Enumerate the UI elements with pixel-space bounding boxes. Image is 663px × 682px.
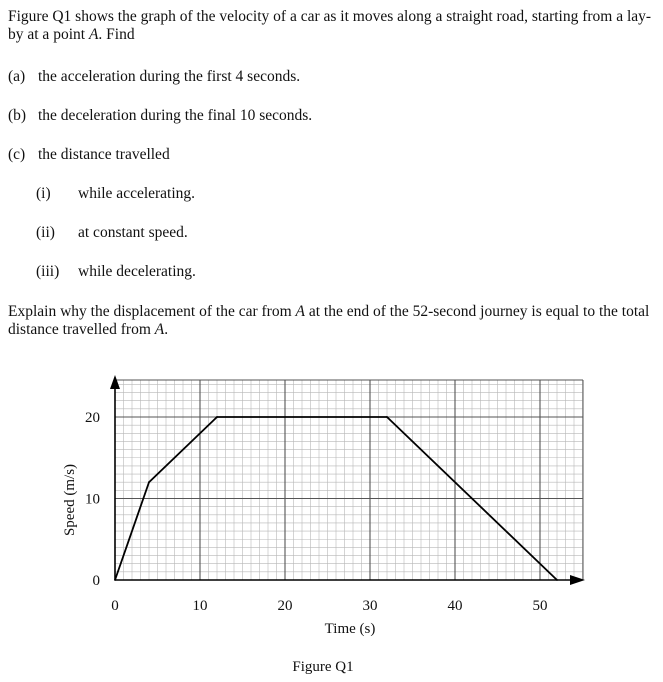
y-tick-label: 10 [85,491,100,508]
question-a [8,68,300,86]
series-point [216,416,218,418]
question-label: (b) [8,107,27,124]
explain-text-2: at the end of the 52-second journey is equal to the total distance travelled from [8,303,650,338]
subquestion-ii [36,224,188,242]
explain-text-3: . [164,321,169,338]
question-text: the deceleration during the final 10 seconds. [38,107,313,124]
x-tick-label: 50 [532,598,548,614]
figure-caption: Figure Q1 [292,659,354,675]
x-tick-label: 0 [111,598,119,614]
y-axis-arrow [110,375,120,389]
subquestion-label: (iii) [36,263,60,280]
y-tick-label: 0 [92,573,100,589]
x-tick-label: 20 [277,598,293,614]
subquestion-label: (ii) [36,224,55,241]
explain-point-a-1: A [295,303,305,320]
x-tick-labels [111,598,547,614]
intro-paragraph [8,8,653,44]
subquestion-iii [36,263,196,281]
x-tick-label: 30 [362,598,378,614]
intro-text-start: Figure Q1 shows the graph of the velocity of a car as it moves along a straight road, starting from a lay-by at a point [8,8,652,43]
question-label: (c) [8,146,26,163]
velocity-time-chart [0,360,663,682]
x-tick-label: 10 [192,598,208,614]
question-text: the distance travelled [38,146,170,163]
subquestion-label: (i) [36,185,51,202]
explain-paragraph [8,303,656,339]
subquestion-text: while decelerating. [78,263,196,280]
series-point [114,579,116,581]
intro-point-a: A [88,26,99,43]
subquestion-i [36,185,195,203]
explain-text-1: Explain why the displacement of the car from [8,303,296,320]
axes [110,375,585,585]
major-grid [115,380,583,580]
question-label: (a) [8,68,26,85]
y-axis-label: Speed (m/s) [62,463,78,537]
series-point [386,416,388,418]
subquestion-text: at constant speed. [78,224,188,241]
question-b [8,107,312,125]
minor-grid [115,380,583,580]
x-axis-label: Time (s) [324,621,376,637]
x-tick-label: 40 [447,598,463,614]
question-text: the acceleration during the first 4 seconds. [38,68,301,85]
series-point [556,579,558,581]
y-tick-label: 20 [85,410,100,426]
question-c [8,146,170,164]
subquestion-text: while accelerating. [78,185,196,202]
explain-point-a-2: A [154,321,165,338]
y-tick-labels [85,410,100,589]
series-point [148,481,150,483]
intro-text-end: . Find [98,26,135,43]
